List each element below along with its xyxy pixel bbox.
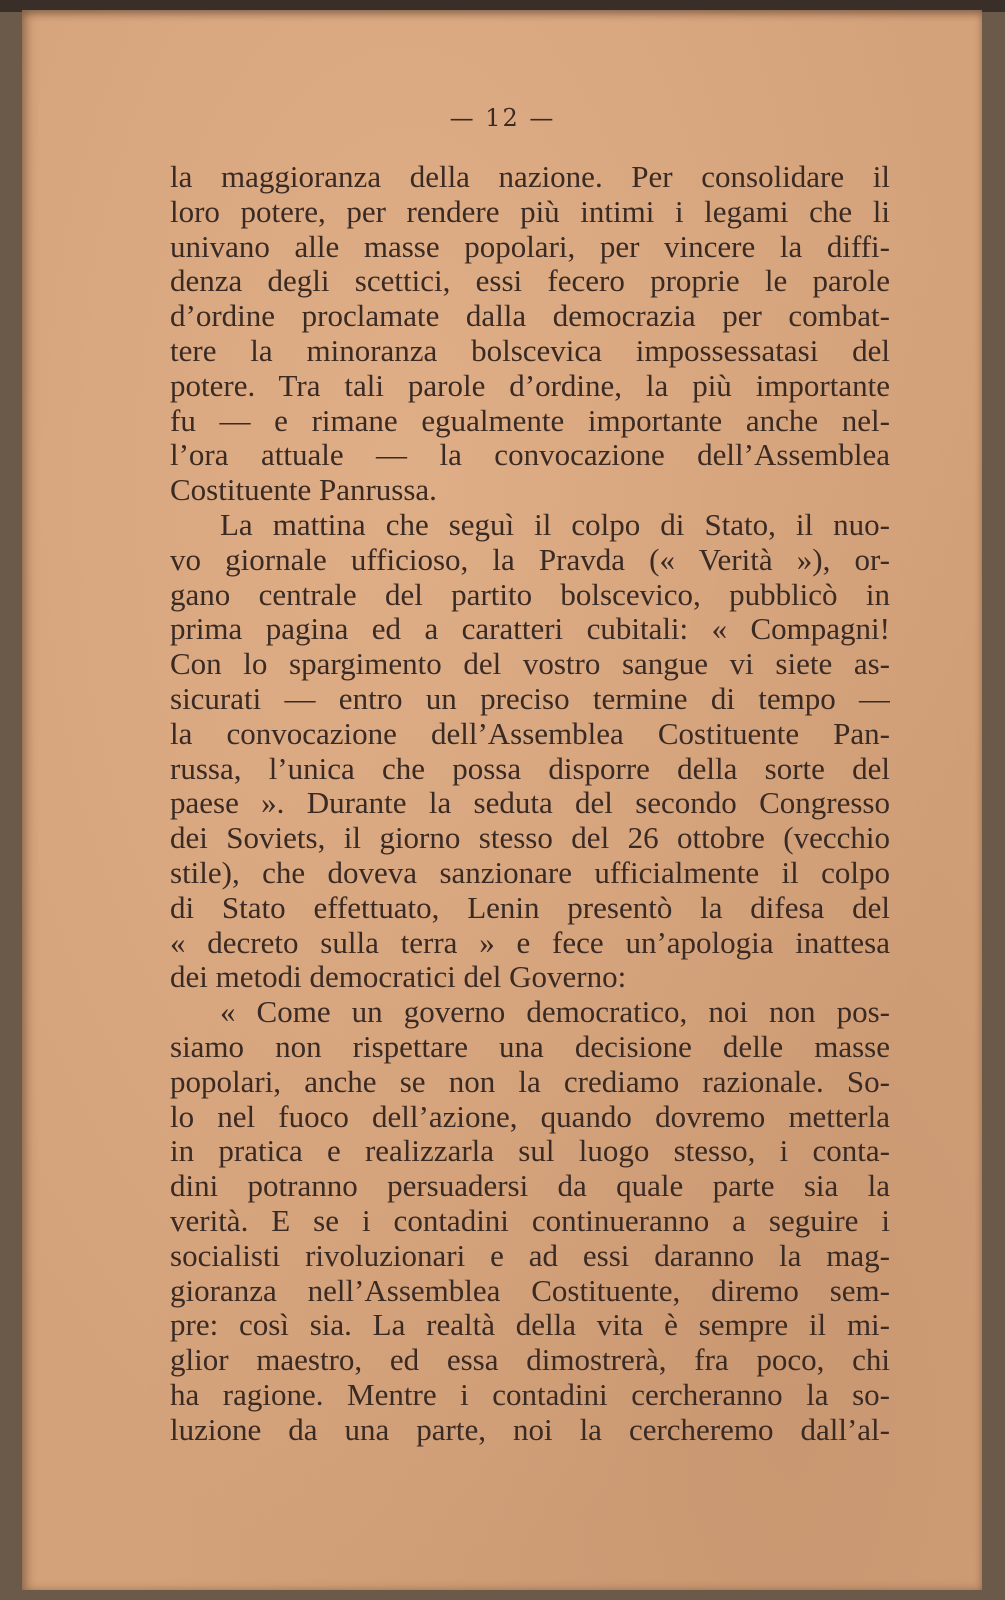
text-line: tere la minoranza bolscevica impossessatasi del bbox=[170, 333, 890, 368]
text-line: fu — e rimane egualmente importante anche nel- bbox=[170, 403, 890, 438]
text-line: Con lo spargimento del vostro sangue vi siete as- bbox=[170, 647, 890, 682]
body-text bbox=[170, 160, 890, 1447]
text-line: gano centrale del partito bolscevico, pubblicò in bbox=[170, 577, 890, 612]
text-line: univano alle masse popolari, per vincere la diffi- bbox=[170, 229, 890, 264]
page-number: — 12 — bbox=[449, 104, 556, 132]
text-line: vo giornale ufficioso, la Pravda (« Verità »), or- bbox=[170, 542, 890, 577]
text-line: La mattina che seguì il colpo di Stato, il nuo- bbox=[220, 507, 890, 542]
text-line: russa, l’unica che possa disporre della sorte del bbox=[170, 751, 890, 786]
text-line: dei Soviets, il giorno stesso del 26 ottobre (vecchio bbox=[170, 821, 890, 856]
text-line: luzione da una parte, noi la cercheremo dall’al- bbox=[170, 1412, 890, 1447]
text-line: lo nel fuoco dell’azione, quando dovremo metterla bbox=[170, 1099, 890, 1134]
text-line: dei metodi democratici del Governo: bbox=[170, 960, 627, 995]
text-line: prima pagina ed a caratteri cubitali: « Compagni! bbox=[170, 612, 890, 647]
text-line: siamo non rispettare una decisione delle masse bbox=[170, 1029, 890, 1064]
text-line: paese ». Durante la seduta del secondo Congresso bbox=[170, 786, 890, 821]
text-line: sicurati — entro un preciso termine di tempo — bbox=[170, 681, 890, 716]
text-line: gioranza nell’Assemblea Costituente, diremo sem- bbox=[170, 1273, 890, 1308]
text-line: dini potranno persuadersi da quale parte sia la bbox=[170, 1169, 890, 1204]
text-line: « decreto sulla terra » e fece un’apologia inattesa bbox=[170, 925, 890, 960]
text-line: popolari, anche se non la crediamo razionale. So- bbox=[170, 1064, 890, 1099]
text-line: stile), che doveva sanzionare ufficialmente il colpo bbox=[170, 855, 890, 890]
text-line: ha ragione. Mentre i contadini cercheranno la so- bbox=[170, 1377, 890, 1412]
text-line: glior maestro, ed essa dimostrerà, fra poco, chi bbox=[170, 1343, 890, 1378]
text-line: potere. Tra tali parole d’ordine, la più importante bbox=[170, 368, 890, 403]
text-line: loro potere, per rendere più intimi i legami che li bbox=[170, 194, 890, 229]
text-line: la maggioranza della nazione. Per consolidare il bbox=[170, 160, 890, 194]
text-line: verità. E se i contadini continueranno a seguire i bbox=[170, 1203, 890, 1238]
text-line: « Come un governo democratico, noi non pos- bbox=[220, 995, 890, 1030]
text-line: denza degli scettici, essi fecero proprie le parole bbox=[170, 264, 890, 299]
text-line: di Stato effettuato, Lenin presentò la difesa del bbox=[170, 890, 890, 925]
text-line: Costituente Panrussa. bbox=[170, 473, 437, 508]
text-line: socialisti rivoluzionari e ad essi daranno la mag- bbox=[170, 1238, 890, 1273]
text-line: in pratica e realizzarla sul luogo stesso, i conta- bbox=[170, 1134, 890, 1169]
text-line: pre: così sia. La realtà della vita è sempre il mi- bbox=[170, 1308, 890, 1343]
text-line: l’ora attuale — la convocazione dell’Assemblea bbox=[170, 438, 890, 473]
text-line: d’ordine proclamate dalla democrazia per combat- bbox=[170, 299, 890, 334]
text-line: la convocazione dell’Assemblea Costituente Pan- bbox=[170, 716, 890, 751]
